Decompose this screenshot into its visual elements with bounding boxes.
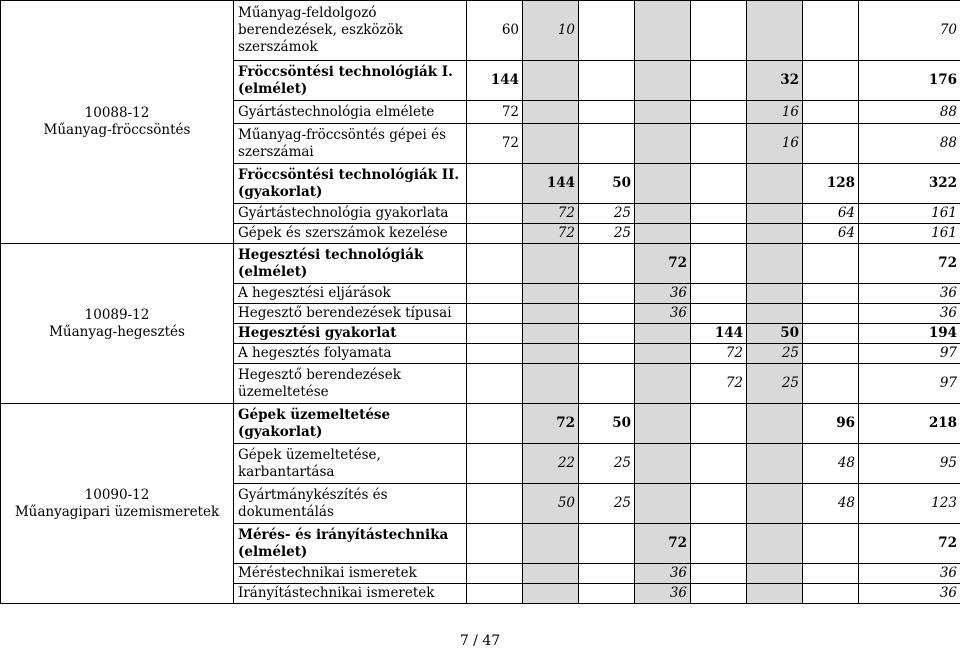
subject-label: Hegesztő berendezések üzemeltetése [234, 364, 467, 404]
subject-label: Műanyag-fröccsöntés gépei és szerszámai [234, 124, 467, 164]
hours-cell [747, 304, 803, 324]
hours-cell [691, 444, 747, 484]
hours-cell: 72 [691, 344, 747, 364]
hours-cell [635, 364, 691, 404]
hours-cell [747, 244, 803, 284]
hours-cell [691, 524, 747, 564]
hours-cell [523, 101, 579, 124]
hours-cell [691, 1, 747, 61]
hours-cell [635, 61, 691, 101]
hours-cell [579, 304, 635, 324]
hours-cell: 16 [747, 101, 803, 124]
total-cell: 88 [859, 101, 960, 124]
subject-label: Méréstechnikai ismeretek [234, 564, 467, 584]
hours-cell [747, 284, 803, 304]
hours-cell: 25 [579, 444, 635, 484]
hours-cell [635, 1, 691, 61]
hours-cell [803, 101, 859, 124]
hours-cell [467, 524, 523, 564]
hours-cell [467, 284, 523, 304]
hours-cell [579, 524, 635, 564]
hours-cell: 48 [803, 484, 859, 524]
hours-cell [523, 304, 579, 324]
subject-label: Gyártástechnológia elmélete [234, 101, 467, 124]
hours-cell [635, 164, 691, 204]
table-row [1, 404, 960, 444]
hours-cell [691, 224, 747, 244]
hours-cell: 25 [579, 204, 635, 224]
total-cell: 176 [859, 61, 960, 101]
hours-cell [803, 584, 859, 604]
hours-cell [523, 124, 579, 164]
hours-cell [691, 164, 747, 204]
hours-cell [803, 524, 859, 564]
hours-cell: 60 [467, 1, 523, 61]
hours-cell: 50 [523, 484, 579, 524]
hours-cell [579, 61, 635, 101]
hours-cell [635, 204, 691, 224]
subject-label: Mérés- és irányítástechnika (elmélet) [234, 524, 467, 564]
module-cell [1, 404, 234, 604]
hours-cell [691, 61, 747, 101]
hours-cell: 128 [803, 164, 859, 204]
hours-cell [803, 284, 859, 304]
table-row [1, 244, 960, 284]
hours-cell: 144 [691, 324, 747, 344]
hours-cell: 72 [523, 204, 579, 224]
hours-cell: 36 [635, 284, 691, 304]
module-cell [1, 1, 234, 244]
hours-cell [467, 304, 523, 324]
hours-cell [579, 364, 635, 404]
hours-cell [467, 584, 523, 604]
hours-cell [523, 324, 579, 344]
hours-cell [691, 244, 747, 284]
hours-cell [635, 101, 691, 124]
hours-cell [467, 444, 523, 484]
hours-cell: 22 [523, 444, 579, 484]
hours-cell: 32 [747, 61, 803, 101]
hours-cell: 72 [691, 364, 747, 404]
hours-cell: 25 [579, 224, 635, 244]
total-cell: 322 [859, 164, 960, 204]
hours-cell [523, 584, 579, 604]
module-name: Műanyag-fröccsöntés [43, 122, 191, 138]
hours-cell [467, 244, 523, 284]
hours-cell [691, 101, 747, 124]
hours-cell [691, 584, 747, 604]
hours-cell [803, 124, 859, 164]
hours-cell [803, 564, 859, 584]
hours-cell [691, 284, 747, 304]
total-cell: 88 [859, 124, 960, 164]
hours-cell [803, 61, 859, 101]
hours-cell [467, 364, 523, 404]
hours-cell [747, 204, 803, 224]
hours-cell [803, 344, 859, 364]
hours-cell: 36 [635, 564, 691, 584]
hours-cell [691, 484, 747, 524]
hours-cell: 48 [803, 444, 859, 484]
hours-cell [467, 204, 523, 224]
hours-cell [803, 364, 859, 404]
total-cell: 36 [859, 584, 960, 604]
hours-cell [579, 564, 635, 584]
module-name: Műanyag-hegesztés [49, 323, 185, 340]
hours-cell: 64 [803, 204, 859, 224]
subject-label: A hegesztési eljárások [234, 284, 467, 304]
hours-cell [635, 404, 691, 444]
total-cell: 95 [859, 444, 960, 484]
subject-label: Gyártmánykészítés és dokumentálás [234, 484, 467, 524]
subject-label: Hegesztő berendezések típusai [234, 304, 467, 324]
total-cell: 70 [859, 1, 960, 61]
hours-cell [747, 224, 803, 244]
module-cell [1, 244, 234, 404]
hours-cell: 25 [579, 484, 635, 524]
total-cell: 36 [859, 284, 960, 304]
total-cell: 36 [859, 564, 960, 584]
subject-label: Irányítástechnikai ismeretek [234, 584, 467, 604]
total-cell: 36 [859, 304, 960, 324]
hours-cell [691, 124, 747, 164]
subject-label: Hegesztési gyakorlat [234, 324, 467, 344]
module-code: 10090-12 [84, 486, 150, 503]
total-cell: 194 [859, 324, 960, 344]
subject-label: Fröccsöntési technológiák I. (elmélet) [234, 61, 467, 101]
hours-cell [635, 324, 691, 344]
hours-cell [747, 404, 803, 444]
hours-cell [691, 564, 747, 584]
total-cell: 123 [859, 484, 960, 524]
hours-cell [579, 101, 635, 124]
hours-cell: 144 [467, 61, 523, 101]
subject-label: Műanyag-feldolgozó berendezések, eszközök szerszámok [234, 1, 467, 61]
hours-cell [467, 224, 523, 244]
hours-cell [803, 1, 859, 61]
hours-cell: 36 [635, 584, 691, 604]
subject-label: Fröccsöntési technológiák II. (gyakorlat) [234, 164, 467, 204]
hours-cell: 25 [747, 344, 803, 364]
total-cell: 72 [859, 524, 960, 564]
hours-cell [523, 344, 579, 364]
hours-cell [747, 1, 803, 61]
hours-cell [635, 344, 691, 364]
total-cell: 72 [859, 244, 960, 284]
hours-cell [635, 224, 691, 244]
total-cell: 161 [859, 204, 960, 224]
hours-cell: 72 [467, 124, 523, 164]
hours-cell [523, 524, 579, 564]
hours-cell [579, 284, 635, 304]
hours-cell [467, 484, 523, 524]
hours-cell [523, 284, 579, 304]
subject-label: Hegesztési technológiák (elmélet) [234, 244, 467, 284]
hours-cell [803, 304, 859, 324]
hours-cell: 72 [523, 404, 579, 444]
subject-label: Gépek üzemeltetése, karbantartása [234, 444, 467, 484]
hours-cell [803, 324, 859, 344]
hours-cell: 36 [635, 304, 691, 324]
hours-cell [635, 444, 691, 484]
page-number: 7 / 47 [459, 633, 501, 649]
hours-cell: 96 [803, 404, 859, 444]
hours-cell [747, 564, 803, 584]
hours-cell [579, 244, 635, 284]
hours-cell [579, 124, 635, 164]
hours-cell [467, 404, 523, 444]
hours-cell [747, 524, 803, 564]
hours-cell [691, 304, 747, 324]
hours-cell [467, 344, 523, 364]
hours-cell: 72 [467, 101, 523, 124]
table-body [1, 1, 960, 604]
hours-cell: 72 [635, 524, 691, 564]
module-code: 10089-12 [84, 306, 150, 323]
total-cell: 97 [859, 344, 960, 364]
hours-cell [579, 324, 635, 344]
hours-cell [747, 584, 803, 604]
subject-label: Gépek és szerszámok kezelése [234, 224, 467, 244]
hours-cell [523, 364, 579, 404]
hours-cell [691, 204, 747, 224]
hours-cell [803, 244, 859, 284]
subject-label: A hegesztés folyamata [234, 344, 467, 364]
hours-cell [523, 564, 579, 584]
total-cell: 97 [859, 364, 960, 404]
hours-cell: 50 [579, 164, 635, 204]
module-name: Műanyagipari üzemismeretek [14, 503, 220, 520]
hours-cell [579, 584, 635, 604]
hours-cell: 72 [523, 224, 579, 244]
hours-cell [747, 484, 803, 524]
hours-cell: 144 [523, 164, 579, 204]
hours-cell [579, 1, 635, 61]
hours-cell [635, 124, 691, 164]
total-cell: 161 [859, 224, 960, 244]
subject-label: Gépek üzemeltetése (gyakorlat) [234, 404, 467, 444]
hours-cell: 25 [747, 364, 803, 404]
hours-cell [467, 324, 523, 344]
total-cell: 218 [859, 404, 960, 444]
hours-cell: 50 [747, 324, 803, 344]
hours-cell: 16 [747, 124, 803, 164]
hours-cell [691, 404, 747, 444]
hours-cell [635, 484, 691, 524]
hours-cell [747, 444, 803, 484]
hours-cell [523, 61, 579, 101]
hours-cell: 10 [523, 1, 579, 61]
table-row [1, 1, 960, 61]
hours-cell [467, 564, 523, 584]
hours-cell [747, 164, 803, 204]
module-code: 10088-12 [84, 105, 150, 121]
hours-cell: 72 [635, 244, 691, 284]
hours-cell [579, 344, 635, 364]
hours-cell: 50 [579, 404, 635, 444]
hours-cell [467, 164, 523, 204]
subject-label: Gyártástechnológia gyakorlata [234, 204, 467, 224]
hours-cell: 64 [803, 224, 859, 244]
hours-cell [523, 244, 579, 284]
